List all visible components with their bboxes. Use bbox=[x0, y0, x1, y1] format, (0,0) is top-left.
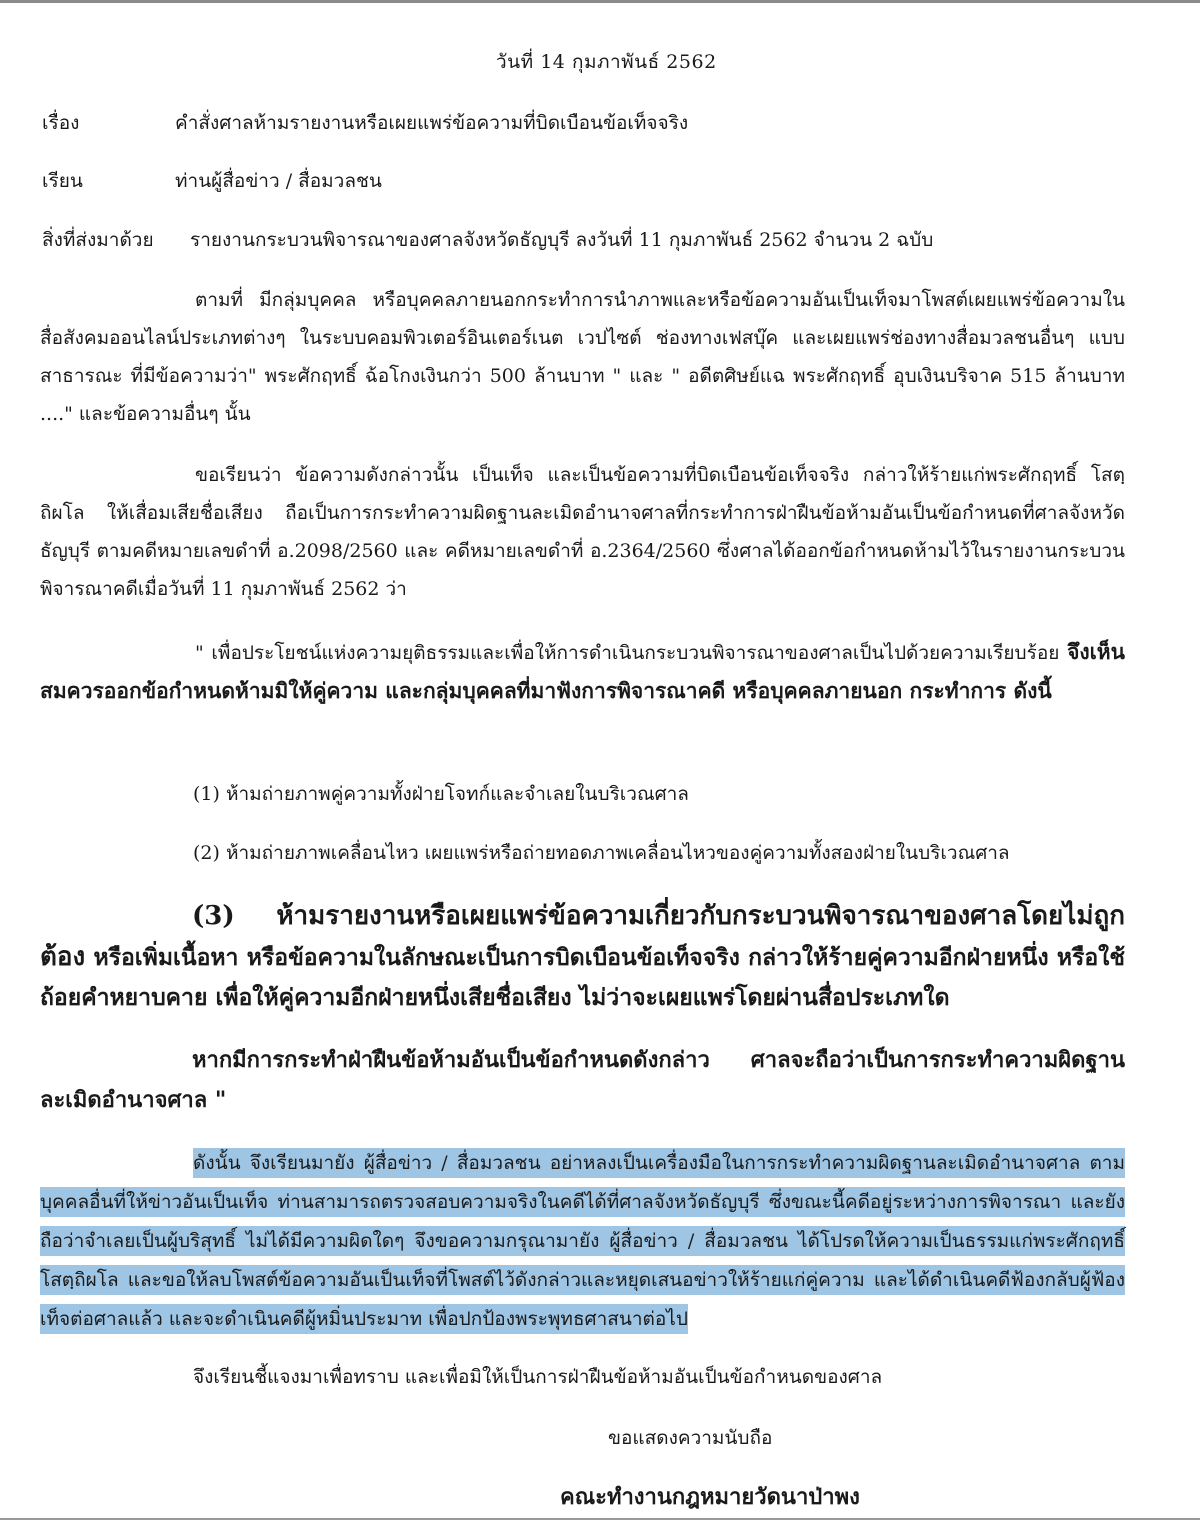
court-order-intro-text: " เพื่อประโยชน์แห่งความยุติธรรมและเพื่อให้การดำเนินกระบวนพิจารณาของศาลเป็นไปด้วยความเรียบร้อย bbox=[195, 642, 1068, 664]
to-label: เรียน bbox=[42, 170, 83, 192]
paragraph-contempt-warning: หากมีการกระทำฝ่าฝืนข้อห้ามอันเป็นข้อกำหนดดังกล่าว ศาลจะถือว่าเป็นการกระทำความผิดฐานละเมิดอำนาจศาล " bbox=[40, 1047, 1125, 1113]
order-item-3-lead: (3) ห้ามรายงานหรือเผยแพร่ข้อความเกี่ยวกับกระบวนพิจารณาของศาลโดยไม่ถูกต้อง bbox=[40, 901, 1125, 972]
order-item-3-rest: หรือเพิ่มเนื้อหา หรือข้อความในลักษณะเป็นการบิดเบือนข้อเท็จจริง กล่าวให้ร้ายคู่ความอีกฝ่ายหนึ่ง หรือใช้ถ้อยคำหยาบคาย เพื่อให้คู่ความอีกฝ่ายหนึ่งเสียชื่อเสียง ไม่ว่าจะเผยแพร่โดยผ่านสื่อประเภทใด bbox=[40, 944, 1125, 1011]
regards-text: ขอแสดงความนับถือ bbox=[608, 1427, 773, 1449]
order-item-3 bbox=[40, 896, 1125, 1018]
highlighted-paragraph bbox=[40, 1144, 1125, 1339]
order-item-2: (2) ห้ามถ่ายภาพเคลื่อนไหว เผยแพร่หรือถ่ายทอดภาพเคลื่อนไหวของคู่ความทั้งสองฝ่ายในบริเวณศาล bbox=[193, 842, 1010, 864]
document-date: วันที่ 14 กุมภาพันธ์ 2562 bbox=[496, 51, 717, 73]
enclosure-text: รายงานกระบวนพิจารณาของศาลจังหวัดธัญบุรี ลงวันที่ 11 กุมภาพันธ์ 2562 จำนวน 2 ฉบับ bbox=[190, 229, 934, 251]
signatory-name: คณะทำงานกฎหมายวัดนาป่าพง bbox=[560, 1484, 860, 1510]
court-order-intro-bold: จึงเห็นสมควรออกข้อกำหนดห้ามมิให้คู่ความ และกลุ่มบุคคลที่มาฟังการพิจารณาคดี หรือบุคคลภายนอก กระทำการ ดังนี้ bbox=[40, 639, 1125, 703]
enclosure-label: สิ่งที่ส่งมาด้วย bbox=[42, 229, 154, 251]
highlighted-text: ดังนั้น จึงเรียนมายัง ผู้สื่อข่าว / สื่อมวลชน อย่าหลงเป็นเครื่องมือในการกระทำความผิดฐานละเมิดอำนาจศาล ตามบุคคลอื่นที่ให้ข่าวอันเป็นเท็จ ท่านสามารถตรวจสอบความจริงในคดีได้ที่ศาลจังหวัดธัญบุรี ซึ่งขณะนี้คดีอยู่ระหว่างการพิจารณา และยังถือว่าจำเลยเป็นผู้บริสุทธิ์ ไม่ได้มีความผิดใดๆ จึงขอความกรุณามายัง ผู้สื่อข่าว / สื่อมวลชน ได้โปรดให้ความเป็นธรรมแก่พระศักฤทธิ์ โสตฺถิผโล และขอให้ลบโพสต์ข้อความอันเป็นเท็จที่โพสต์ไว้ดังกล่าวและหยุดเสนอข่าวให้ร้ายแก่คู่ความ และได้ดำเนินคดีฟ้องกลับผู้ฟ้องเท็จต่อศาลแล้ว และจะดำเนินคดีผู้หมิ่นประมาท เพื่อปกป้องพระพุทธศาสนาต่อไป bbox=[40, 1148, 1125, 1334]
to-text: ท่านผู้สื่อข่าว / สื่อมวลชน bbox=[175, 170, 382, 192]
subject-label: เรื่อง bbox=[42, 112, 80, 134]
closing-sentence: จึงเรียนชี้แจงมาเพื่อทราบ และเพื่อมิให้เป็นการฝ่าฝืนข้อห้ามอันเป็นข้อกำหนดของศาล bbox=[193, 1366, 883, 1388]
paragraph-background: ตามที่ มีกลุ่มบุคคล หรือบุคคลภายนอกกระทำการนำภาพและหรือข้อความอันเป็นเท็จมาโพสต์เผยแพร่ข้อความในสื่อสังคมออนไลน์ประเภทต่างๆ ในระบบคอมพิวเตอร์อินเตอร์เนต เวปไซต์ ช่องทางเฟสบุ๊ค และเผยแพร่ช่องทางสื่อมวลชนอื่นๆ แบบสาธารณะ ที่มีข้อความว่า" พระศักฤทธิ์ ฉ้อโกงเงินกว่า 500 ล้านบาท " และ " อดีตศิษย์แฉ พระศักฤทธิ์ อุบเงินบริจาค 515 ล้านบาท ...." และข้อความอื่นๆ นั้น bbox=[40, 289, 1125, 425]
subject-text: คำสั่งศาลห้ามรายงานหรือเผยแพร่ข้อความที่บิดเบือนข้อเท็จจริง bbox=[175, 112, 689, 134]
paragraph-court-order-intro bbox=[40, 633, 1125, 711]
order-item-1: (1) ห้ามถ่ายภาพคู่ความทั้งฝ่ายโจทก์และจำเลยในบริเวณศาล bbox=[193, 783, 689, 805]
paragraph-statement: ขอเรียนว่า ข้อความดังกล่าวนั้น เป็นเท็จ และเป็นข้อความที่บิดเบือนข้อเท็จจริง กล่าวให้ร้ายแก่พระศักฤทธิ์ โสตฺถิผโล ให้เสื่อมเสียชื่อเสียง ถือเป็นการกระทำความผิดฐานละเมิดอำนาจศาลที่กระทำการฝ่าฝืนข้อห้ามอันเป็นข้อกำหนดที่ศาลจังหวัดธัญบุรี ตามคดีหมายเลขดำที่ อ.2098/2560 และ คดีหมายเลขดำที่ อ.2364/2560 ซึ่งศาลได้ออกข้อกำหนดห้ามไว้ในรายงานกระบวนพิจารณาคดีเมื่อวันที่ 11 กุมภาพันธ์ 2562 ว่า bbox=[40, 464, 1125, 600]
